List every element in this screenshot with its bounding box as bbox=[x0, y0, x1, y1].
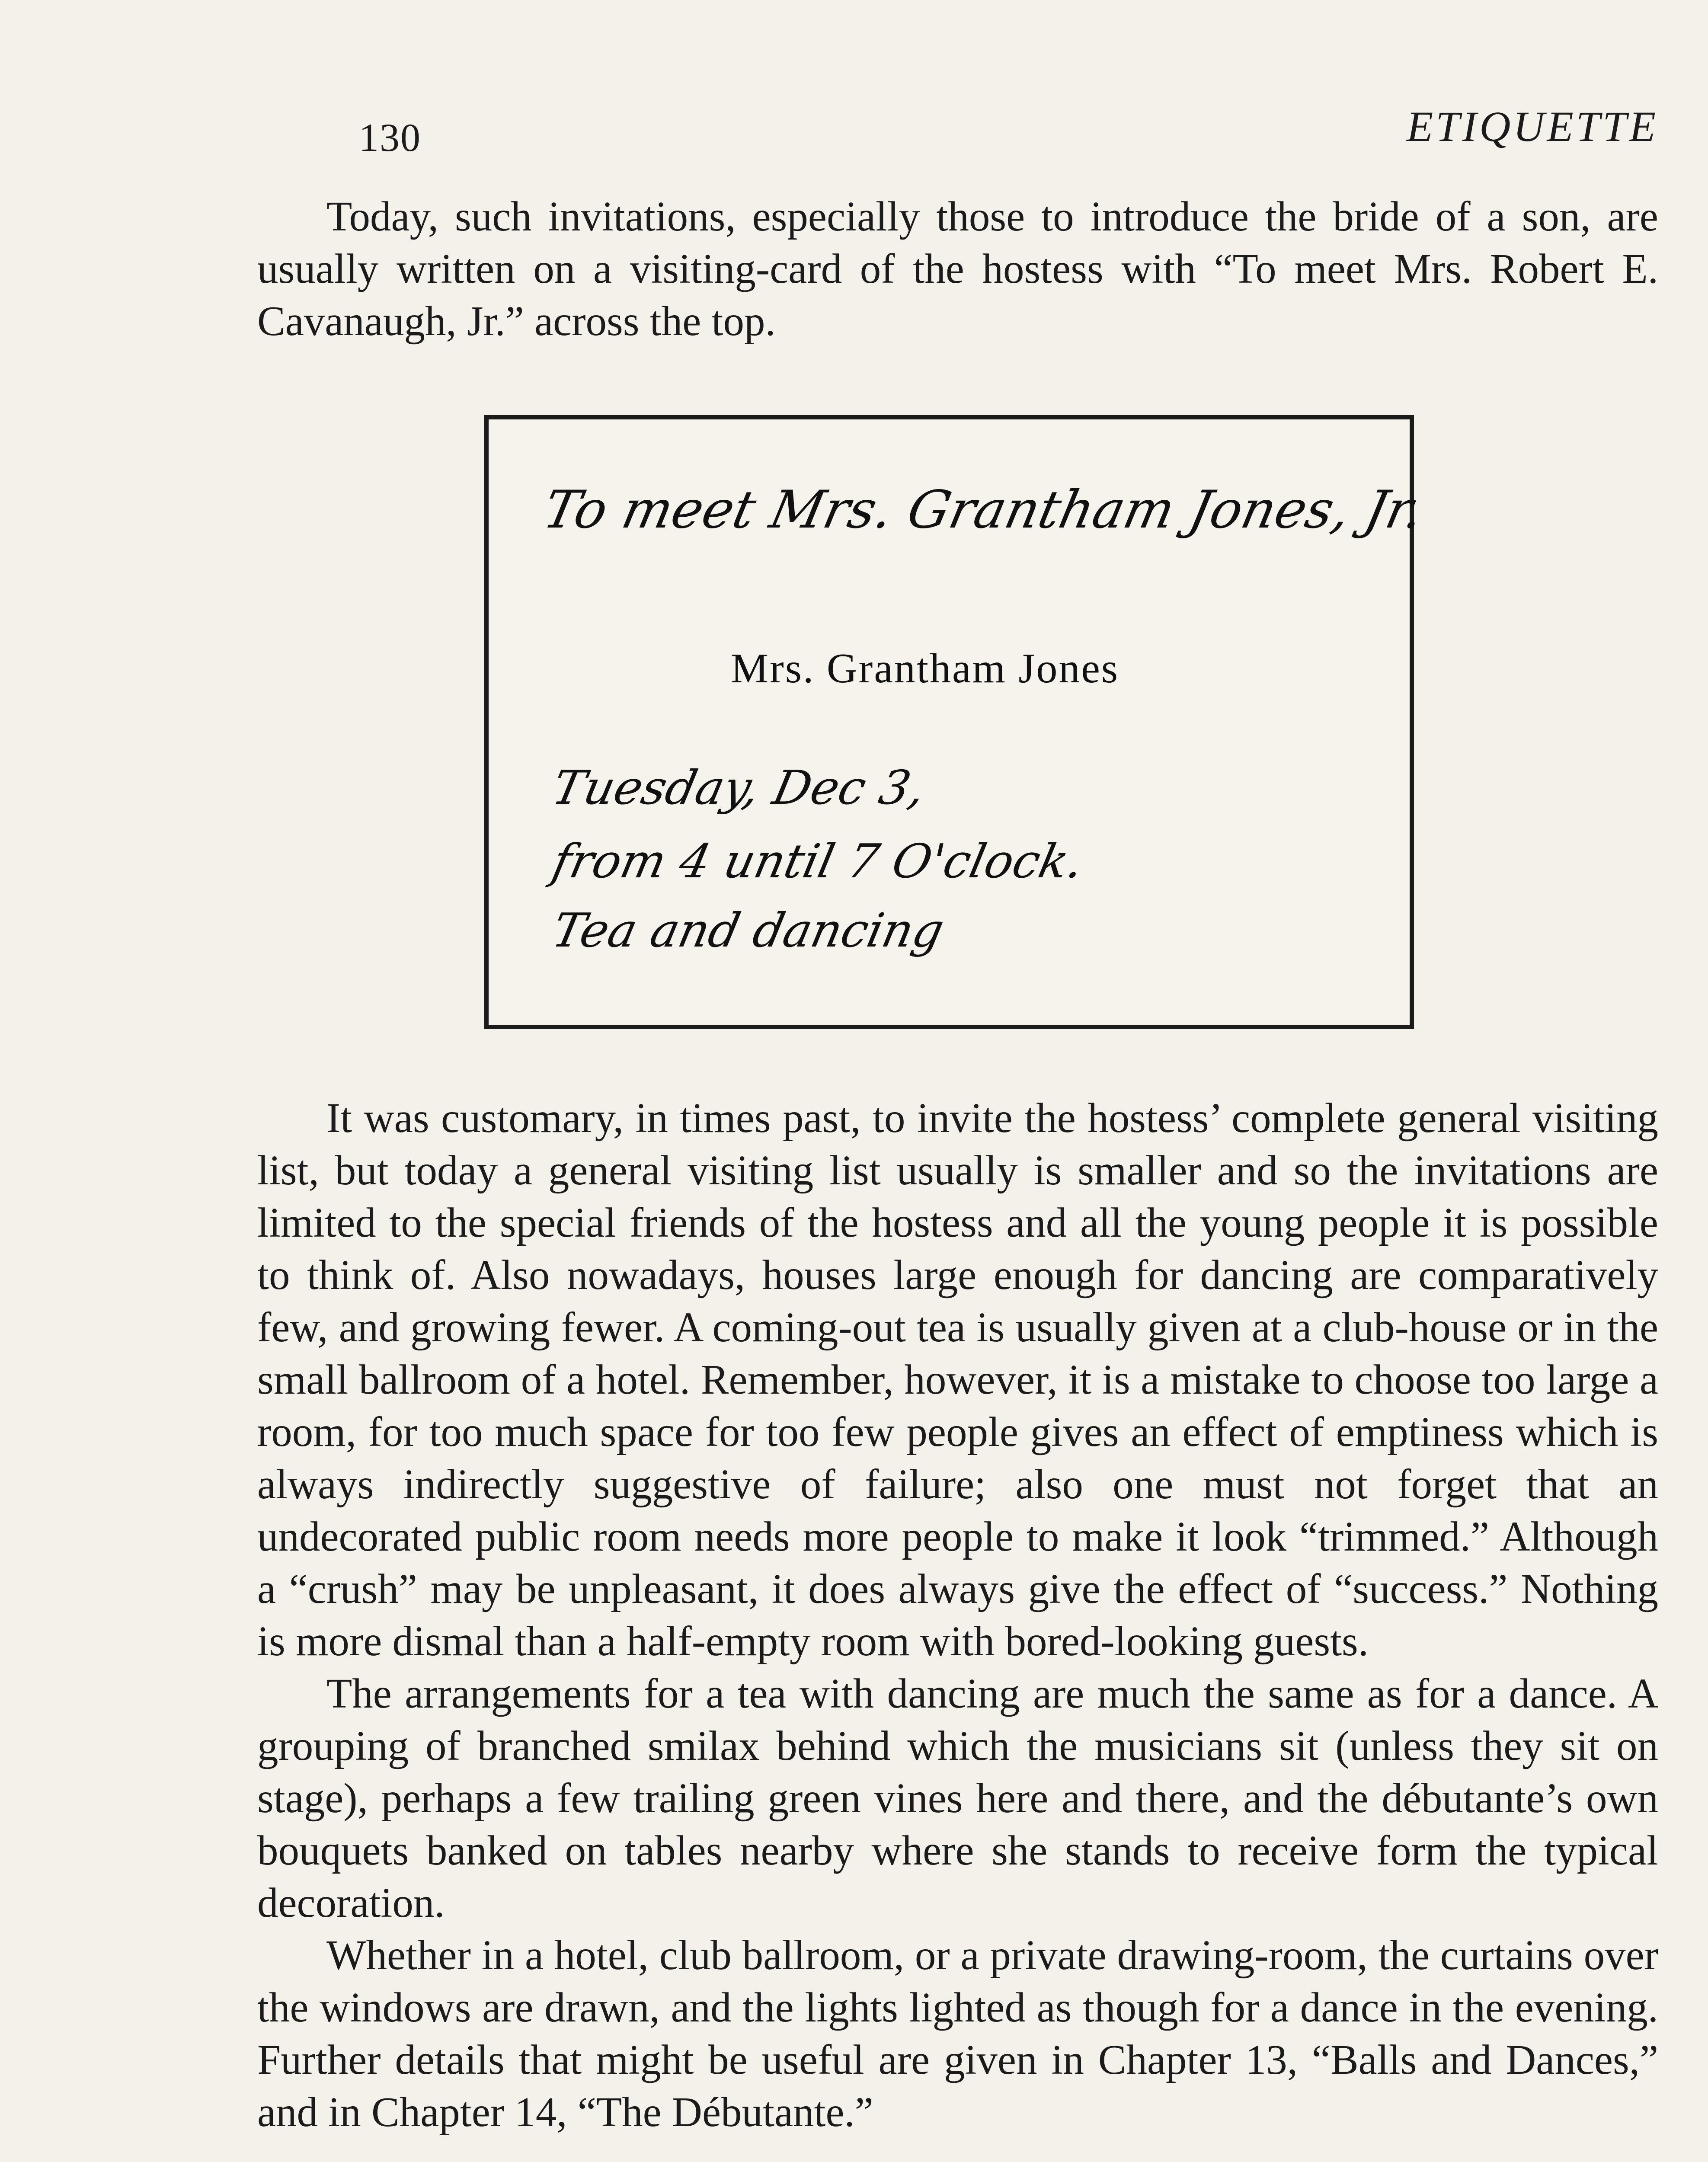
running-head bbox=[0, 102, 1708, 166]
card-date: Tuesday, Dec 3, bbox=[547, 761, 931, 815]
book-title: ETIQUETTE bbox=[1407, 102, 1658, 150]
card-heading: To meet Mrs. Grantham Jones, Jr. bbox=[538, 480, 1429, 540]
page-number: 130 bbox=[359, 115, 421, 160]
intro-paragraph: Today, such invitations, especially those to introduce the bride of a son, are usually written on a visiting-card of the hostess with “To meet Mrs. Robert E. Cavanaugh, Jr.” across the top. bbox=[257, 193, 1658, 344]
body-paragraph: It was customary, in times past, to invite the hostess’ complete general visiting list, but today a general visiting list usually is smaller and so the invitations are limited to the special friends of the hostess and all the young people it is possible to think of. Also nowadays, houses large enough for dancing are comparatively few, and growing fewer. A coming-out tea is usually given at a club-house or in the small ballroom of a hotel. Remember, however, it is a mistake to choose too large a room, for too much space for too few people gives an effect of emptiness which is always indirectly suggestive of failure; also one must not forget that an undecorated public room needs more people to make it look “trimmed.” Although a “crush” may be unpleasant, it does always give the effect of “success.” Nothing is more dismal than a half-empty room with bored-looking guests. bbox=[257, 1095, 1658, 1664]
card-event: Tea and dancing bbox=[547, 904, 949, 958]
main-text bbox=[257, 1092, 1658, 2138]
body-paragraph: Whether in a hotel, club ballroom, or a private drawing-room, the curtains over the windows are drawn, and the lights lighted as though for a dance in the evening. Further details that might be useful are given in Chapter 13, “Balls and Dances,” and in Chapter 14, “The Débutante.” bbox=[257, 1932, 1658, 2135]
invitation-card bbox=[484, 415, 1429, 1029]
intro-text bbox=[257, 190, 1658, 347]
body-paragraph: The arrangements for a tea with dancing are much the same as for a dance. A grouping of branched smilax behind which the musicians sit (unless they sit on stage), perhaps a few trailing green vines here and there, and the débutante’s own bouquets banked on tables nearby where she stands to receive form the typical decoration. bbox=[257, 1670, 1658, 1926]
card-host-name: Mrs. Grantham Jones bbox=[731, 645, 1119, 692]
card-time: from 4 until 7 O'clock. bbox=[547, 835, 1089, 889]
